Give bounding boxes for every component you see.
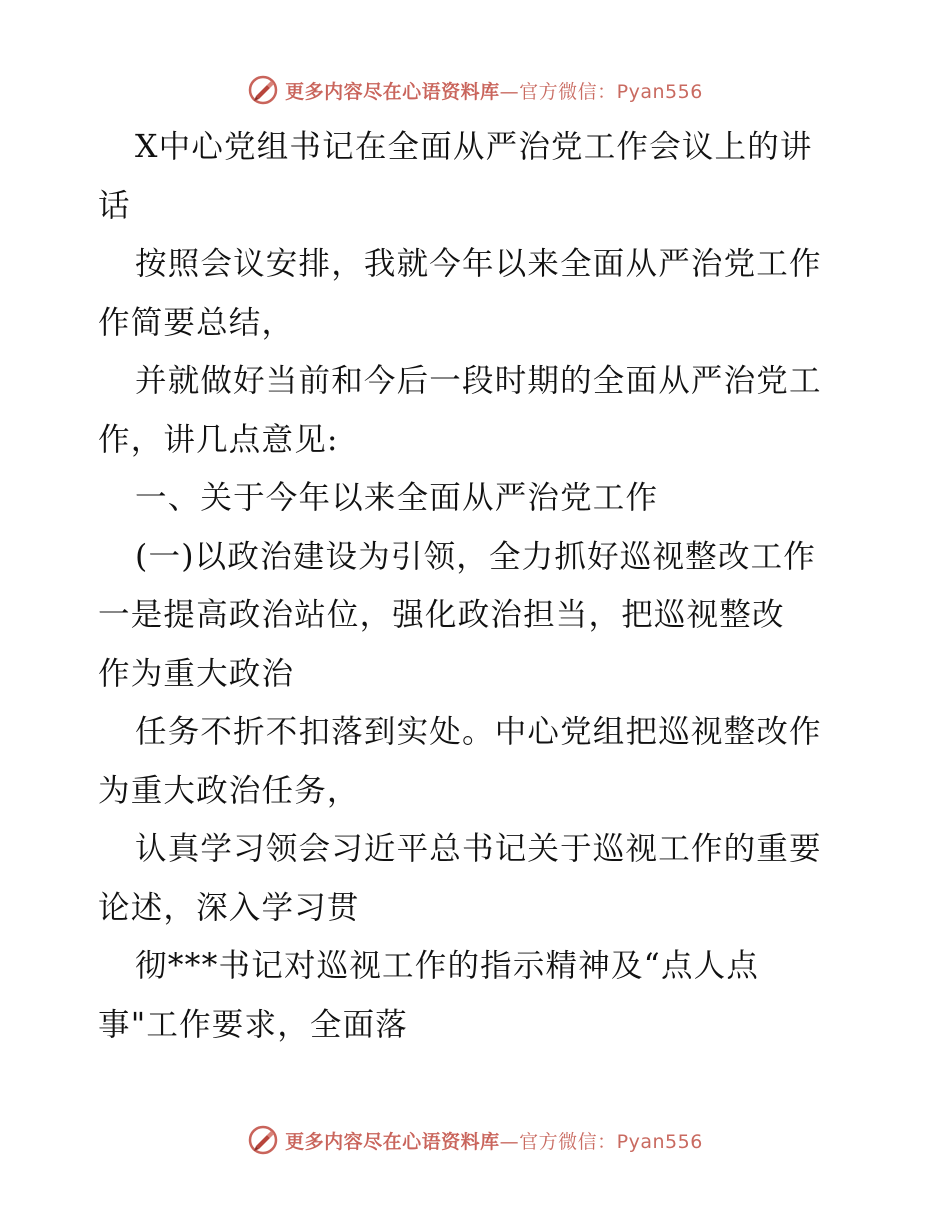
text-line: 作为重大政治 — [98, 655, 295, 692]
document-body — [98, 118, 853, 1054]
watermark-site-text: 更多内容尽在心语资料库 — [285, 1130, 500, 1153]
text-line: 认真学习领会习近平总书记关于巡视工作的重要 — [135, 831, 822, 867]
watermark-text — [285, 1127, 703, 1154]
watermark-dash: — — [499, 80, 520, 103]
watermark-dash: — — [499, 1130, 520, 1153]
text-line: 按照会议安排，我就今年以来全面从严治党工作 — [135, 246, 822, 282]
text-line: 事"工作要求，全面落 — [98, 1006, 408, 1043]
watermark-header — [0, 70, 950, 110]
text-line: 任务不折不扣落到实处。中心党组把巡视整改作 — [135, 714, 822, 750]
pen-logo-icon — [247, 1124, 279, 1156]
text-line: 论述，深入学习贯 — [98, 889, 360, 926]
watermark-footer — [0, 1120, 950, 1160]
watermark-site-text: 更多内容尽在心语资料库 — [285, 80, 500, 103]
text-line: 话 — [98, 187, 131, 224]
text-line: 一是提高政治站位，强化政治担当，把巡视整改 — [98, 597, 785, 633]
text-line: 并就做好当前和今后一段时期的全面从严治党工 — [135, 363, 822, 399]
text-line: 彻***书记对巡视工作的指示精神及“点人点 — [135, 948, 760, 984]
text-line: 为重大政治任务， — [98, 772, 360, 809]
pen-logo-icon — [247, 74, 279, 106]
text-line: 作，讲几点意见: — [98, 421, 339, 458]
text-line: 作简要总结， — [98, 304, 295, 341]
text-line: X中心党组书记在全面从严治党工作会议上的讲 — [135, 129, 813, 165]
text-line: (一)以政治建设为引领，全力抓好巡视整改工作 — [135, 538, 816, 575]
text-line: 一、关于今年以来全面从严治党工作 — [135, 480, 659, 516]
watermark-contact-text: 官方微信：Pyan556 — [519, 1130, 703, 1153]
watermark-text — [285, 77, 703, 104]
watermark-contact-text: 官方微信：Pyan556 — [519, 80, 703, 103]
